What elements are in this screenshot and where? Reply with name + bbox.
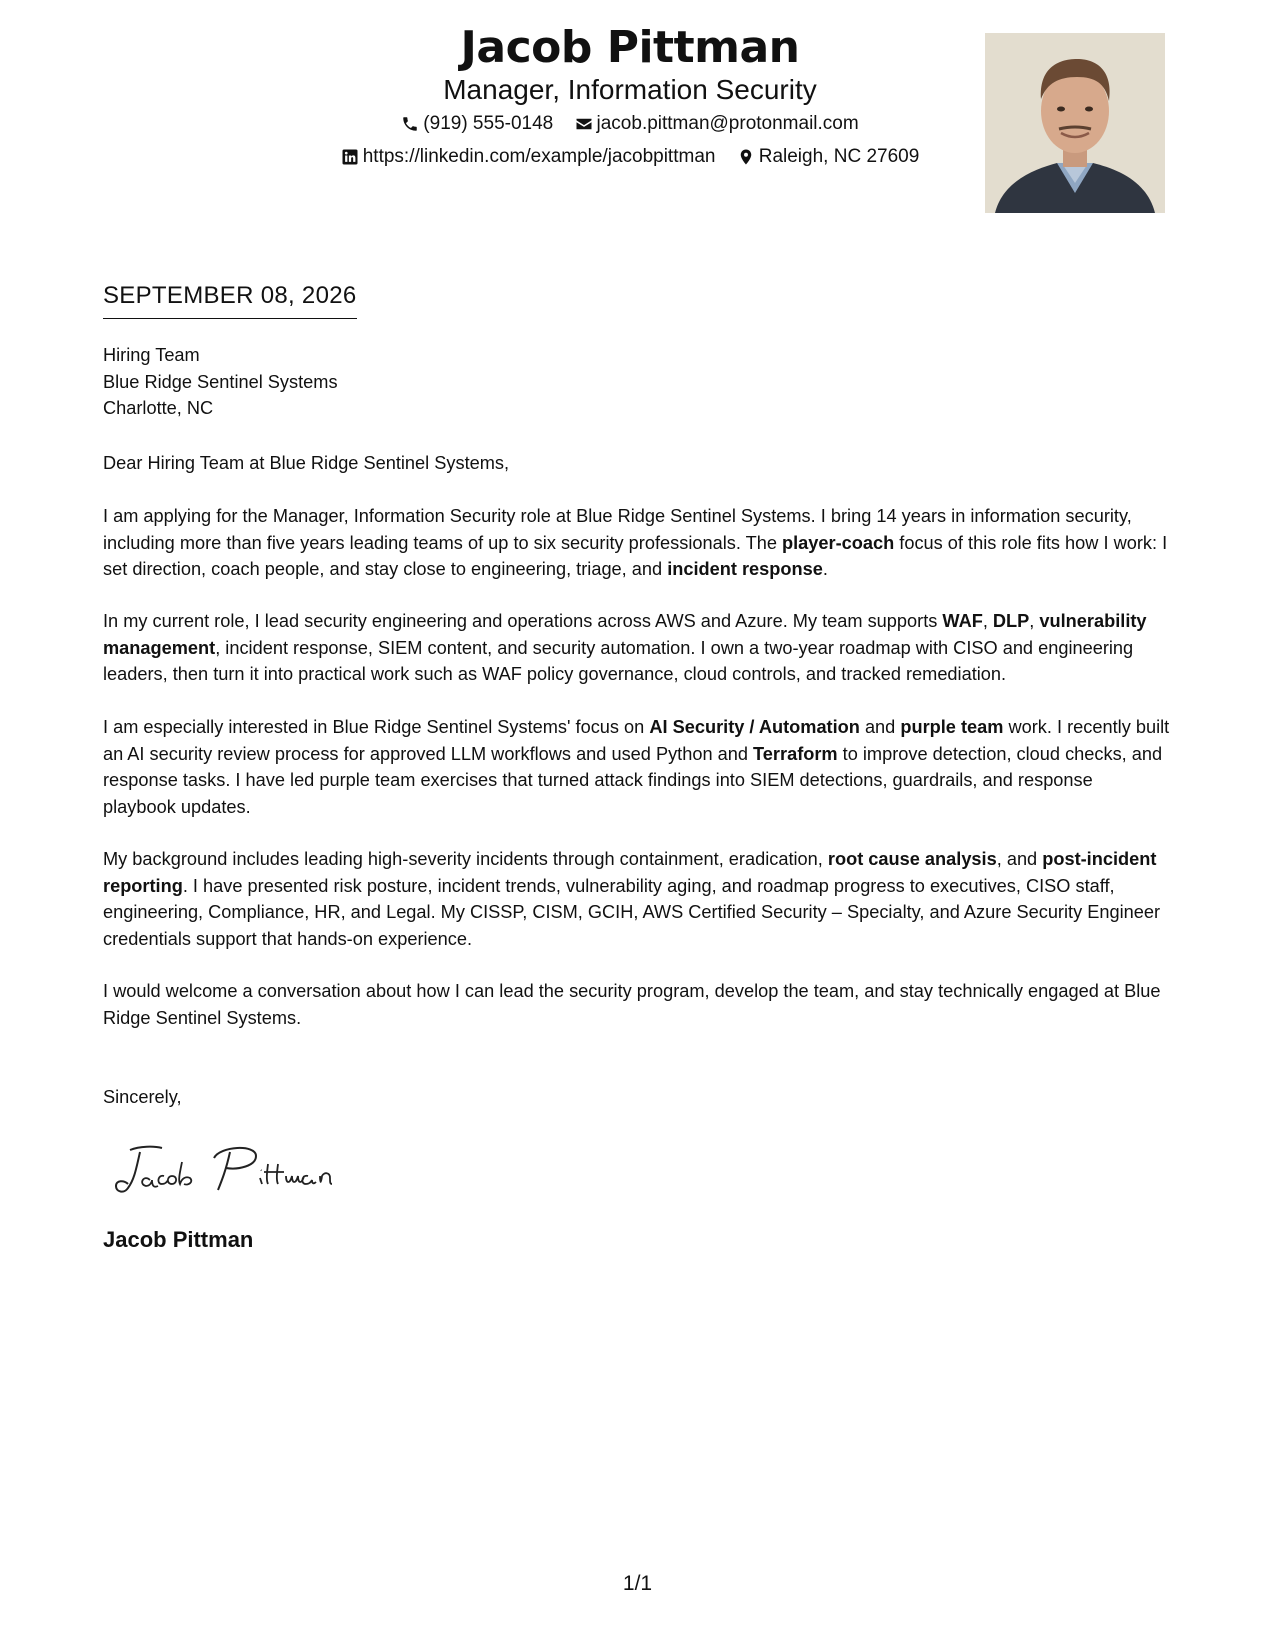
letter-date: SEPTEMBER 08, 2026 — [103, 282, 357, 319]
contact-phone[interactable] — [401, 113, 553, 135]
paragraph-3: I am especially interested in Blue Ridge Sentinel Systems' focus on AI Security / Automation and purple team work. I recently built an AI security review process for approved LLM workflows and used Python and Terraform to improve detection, cloud checks, and response tasks. I have led purple team exercises that turned attack findings into SIEM detections, guardrails, and response playbook updates. — [103, 717, 1170, 817]
recipient-line: Blue Ridge Sentinel Systems — [103, 371, 338, 392]
envelope-icon — [575, 115, 593, 133]
candidate-title: Manager, Information Security — [443, 74, 817, 105]
recipient-line: Hiring Team — [103, 345, 200, 365]
paragraph-4: My background includes leading high-severity incidents through containment, eradication, root cause analysis, and post-incident reporting. I have presented risk posture, incident trends, vulnerability aging, and roadmap progress to executives, CISO staff, engineering, Compliance, HR, and Legal. My CISSP, CISM, GCIH, AWS Certified Security – Specialty, and Azure Security Engineer credentials support that hands-on experience. — [103, 849, 1161, 949]
phone-text: (919) 555-0148 — [423, 113, 554, 134]
closing: Sincerely, — [103, 1087, 182, 1107]
contact-email[interactable] — [575, 113, 859, 135]
phone-icon — [401, 115, 419, 133]
linkedin-icon — [341, 148, 359, 166]
recipient-block — [103, 342, 1170, 422]
linkedin-text: https://linkedin.com/example/jacobpittman — [362, 146, 716, 167]
contact-location — [737, 146, 920, 168]
location-text: Raleigh, NC 27609 — [758, 146, 920, 167]
email-text: jacob.pittman@protonmail.com — [596, 113, 859, 134]
paragraph-1: I am applying for the Manager, Information Security role at Blue Ridge Sentinel Systems. I bring 14 years in information security, including more than five years leading teams of up to six security professionals. The player-coach focus of this role fits how I work: I set direction, coach people, and stay close to engineering, triage, and incident response. — [103, 506, 1168, 579]
paragraph-5: I would welcome a conversation about how I can lead the security program, develop the team, and stay technically engaged at Blue Ridge Sentinel Systems. — [103, 981, 1161, 1028]
map-pin-icon — [737, 148, 755, 166]
page-number: 1/1 — [622, 1572, 653, 1595]
signer-name: Jacob Pittman — [103, 1227, 254, 1252]
paragraph-2: In my current role, I lead security engineering and operations across AWS and Azure. My team supports WAF, DLP, vulnerability management, incident response, SIEM content, and security automation. I own a two-year roadmap with CISO and engineering leaders, then turn it into practical work such as WAF policy governance, cloud controls, and tracked remediation. — [103, 611, 1147, 684]
contact-linkedin[interactable] — [341, 146, 716, 168]
profile-photo — [985, 33, 1165, 213]
recipient-line: Charlotte, NC — [103, 398, 214, 418]
candidate-name: Jacob Pittman — [460, 22, 800, 73]
handwritten-signature — [110, 1140, 360, 1200]
salutation: Dear Hiring Team at Blue Ridge Sentinel Systems, — [103, 453, 510, 473]
